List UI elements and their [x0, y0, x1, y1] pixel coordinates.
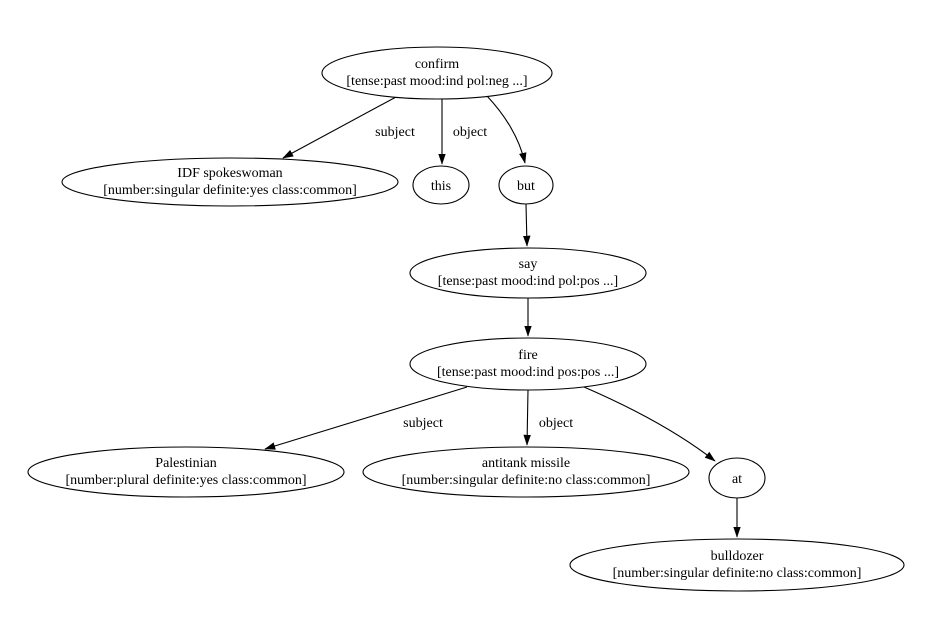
node-fire: [410, 338, 646, 390]
node-label-line-say-1: [tense:past mood:ind pol:pos ...]: [437, 274, 619, 289]
node-label-line-idf-spokeswoman-0: IDF spokeswoman: [177, 166, 283, 181]
node-label-at: at: [731, 472, 743, 487]
node-palestinian: [28, 447, 344, 497]
node-label-line-idf-spokeswoman-1: [number:singular definite:yes class:common]: [103, 183, 357, 198]
node-ellipse-say: [410, 248, 646, 298]
node-label-line-bulldozer-0: bulldozer: [710, 549, 764, 564]
node-this: [413, 166, 469, 204]
node-ellipse-palestinian: [28, 447, 344, 497]
node-idf-spokeswoman: [62, 158, 398, 206]
edge-but-to-say: [526, 204, 527, 246]
node-ellipse-confirm: [322, 47, 552, 99]
node-label-line-fire-1: [tense:past mood:ind pos:pos ...]: [437, 365, 619, 380]
node-label-line-confirm-0: confirm: [414, 57, 460, 72]
edge-label-confirm-to-idf-spokeswoman: subject: [375, 125, 415, 140]
node-bulldozer: [570, 539, 904, 591]
edge-confirm-to-but: [487, 96, 525, 163]
node-label-but: but: [517, 179, 535, 194]
node-label-line-say-0: say: [518, 257, 538, 272]
node-at: [709, 458, 765, 498]
node-confirm: [322, 47, 552, 99]
node-label-line-confirm-1: [tense:past mood:ind pol:neg ...]: [346, 74, 528, 89]
node-label-line-bulldozer-1: [number:singular definite:no class:common]: [612, 566, 862, 581]
node-label-line-fire-0: fire: [518, 348, 538, 363]
node-label-line-palestinian-0: Palestinian: [155, 456, 217, 471]
node-ellipse-bulldozer: [570, 539, 904, 591]
node-antitank-missile: [363, 447, 689, 497]
node-ellipse-fire: [410, 338, 646, 390]
edge-label-fire-to-antitank-missile: object: [538, 416, 574, 431]
node-label-line-palestinian-1: [number:plural definite:yes class:common]: [65, 473, 307, 488]
node-label-line-antitank-missile-1: [number:singular definite:no class:common]: [401, 473, 651, 488]
node-label-line-antitank-missile-0: antitank missile: [481, 456, 571, 471]
node-ellipse-antitank-missile: [363, 447, 689, 497]
edge-label-confirm-to-this: object: [452, 125, 488, 140]
edge-label-fire-to-palestinian: subject: [403, 416, 443, 431]
edge-fire-to-antitank-missile: [527, 390, 528, 445]
node-label-this: this: [430, 179, 452, 194]
node-say: [410, 248, 646, 298]
node-but: [499, 166, 553, 204]
